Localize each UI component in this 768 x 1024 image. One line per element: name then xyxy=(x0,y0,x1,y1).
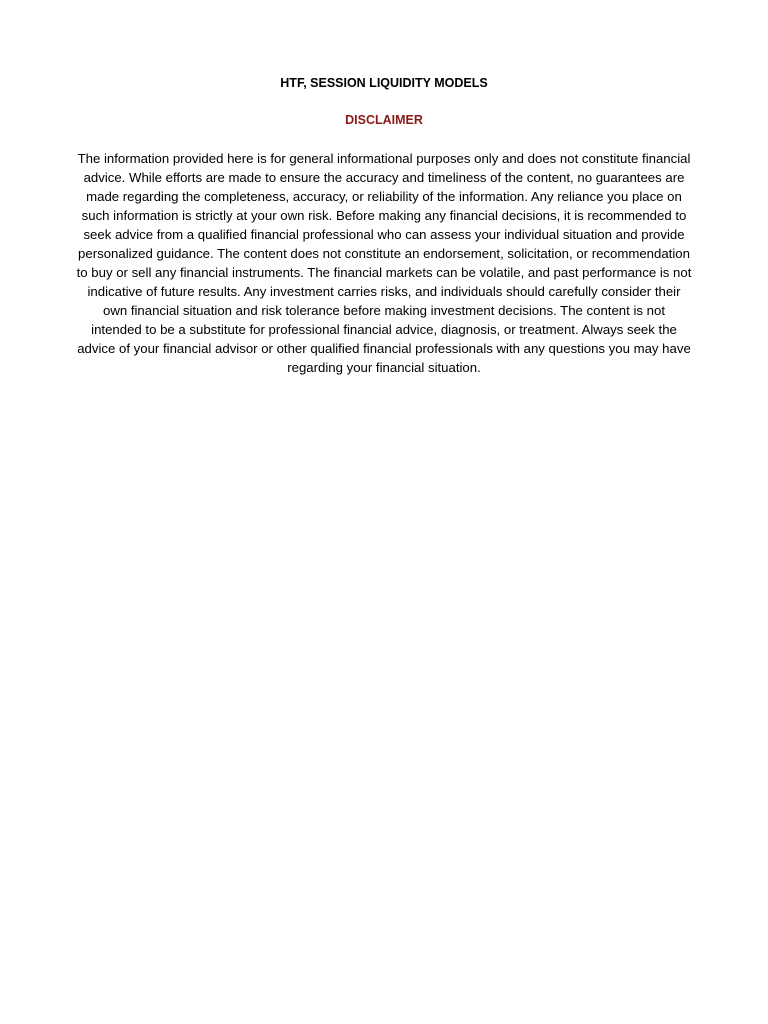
disclaimer-body: The information provided here is for general informational purposes only and does not constitute financial advice. While efforts are made to ensure the accuracy and timeliness of the content, no guarantees are made regarding the completeness, accuracy, or reliability of the information. Any reliance you place on such information is strictly at your own risk. Before making any financial decisions, it is recommended to seek advice from a qualified financial professional who can assess your individual situation and provide personalized guidance. The content does not constitute an endorsement, solicitation, or recommendation to buy or sell any financial instruments. The financial markets can be volatile, and past performance is not indicative of future results. Any investment carries risks, and individuals should carefully consider their own financial situation and risk tolerance before making investment decisions. The content is not intended to be a substitute for professional financial advice, diagnosis, or treatment. Always seek the advice of your financial advisor or other qualified financial professionals with any questions you may have regarding your financial situation. xyxy=(76,151,692,375)
disclaimer-heading: DISCLAIMER xyxy=(345,113,423,127)
document-title: HTF, SESSION LIQUIDITY MODELS xyxy=(280,76,488,90)
